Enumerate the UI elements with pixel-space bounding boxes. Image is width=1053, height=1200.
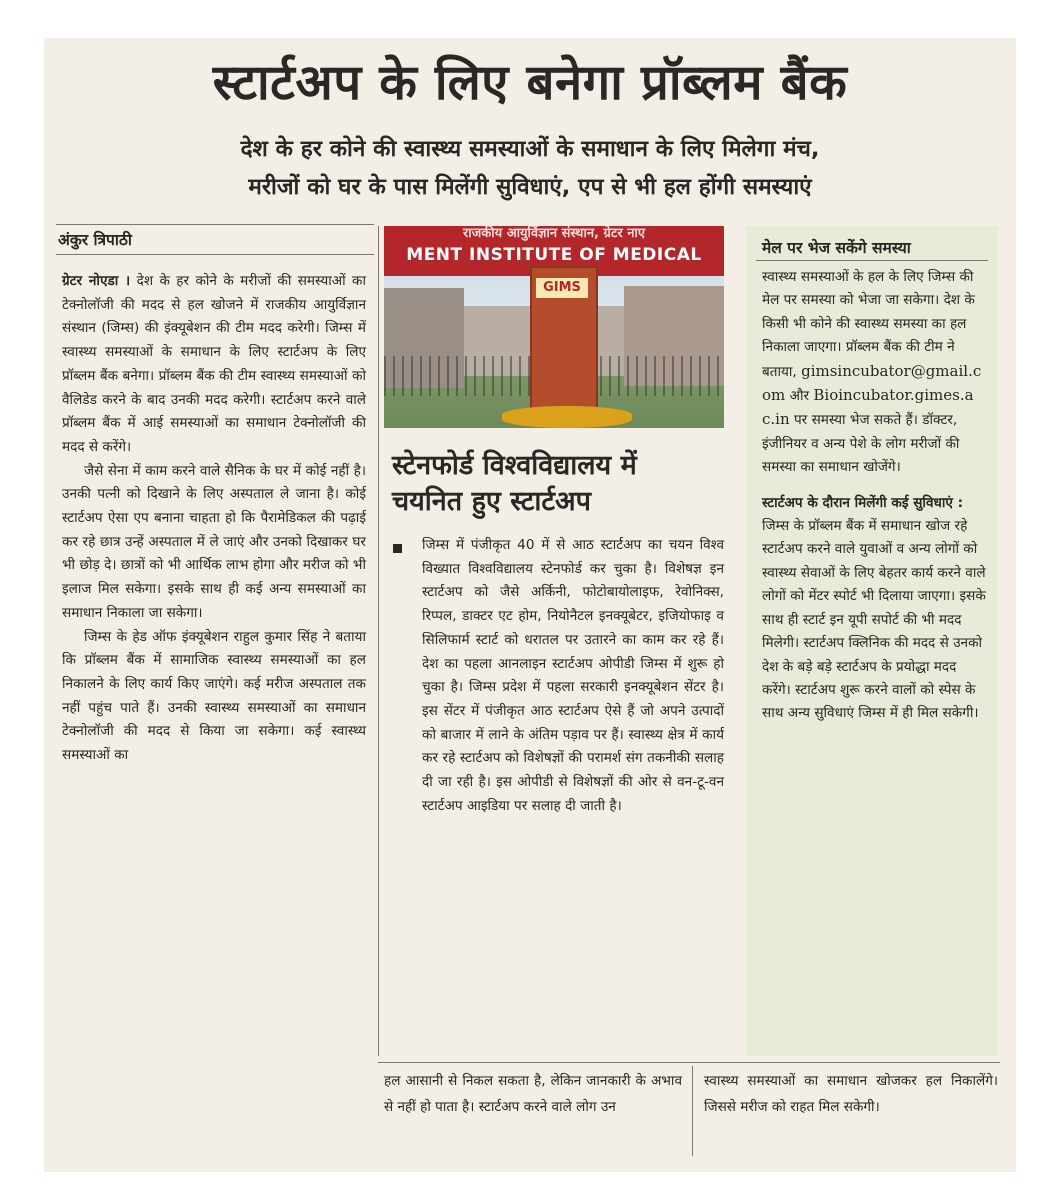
sidebar-para-1 (762, 266, 986, 480)
stanford-subheading-line1: स्टेनफोर्ड विश्वविद्यालय में (392, 450, 637, 481)
sign-row-english: MENT INSTITUTE OF MEDICAL (406, 245, 702, 265)
sidebar-text-2: पर समस्या भेज सकते हैं। डॉक्टर, इंजीनियर व अन्य पेशे के लोग मरीजों की समस्या का समाधान खोजेंगे। (762, 412, 960, 476)
column-divider-1 (378, 226, 379, 1056)
bullet-square (393, 544, 402, 553)
bottom-col-2: हल आसानी से निकल सकता है, लेकिन जानकारी के अभाव से नहीं हो पाता है। स्टार्टअप करने वाले लोग उन (384, 1073, 682, 1115)
bottom-col-3: स्वास्थ्य समस्याओं का समाधान खोजकर हल निकालेंगे। जिससे मरीज को राहत मिल सकेगी। (704, 1073, 998, 1115)
byline-rule (56, 224, 374, 225)
stanford-subheading (392, 448, 732, 520)
byline-rule-bottom (56, 254, 374, 255)
email-1: gimsincubator@gmail.com (762, 361, 982, 405)
sidebar-subheading: स्टार्टअप के दौरान मिलेंगी कई सुविधाएं : (762, 494, 964, 511)
subheadline (44, 130, 1016, 206)
email-2: Bioincubator.gimes.ac.in (762, 386, 974, 429)
sidebar-and: और (785, 388, 814, 405)
bottom-rule (378, 1062, 1000, 1063)
column-divider-2 (692, 1066, 693, 1156)
sign-row-hindi: राजकीय आयुर्विज्ञान संस्थान, ग्रेटर नाए (462, 226, 646, 241)
subheadline-line2: मरीजों को घर के पास मिलेंगी सुविधाएं, एप से भी हल होंगी समस्याएं (248, 174, 812, 200)
sidebar-text-3: जिम्स के प्रॉब्लम बैंक में समाधान खोज रहे स्टार्टअप करने वाले युवाओं व अन्य लोगों को स्वास्थ्य सेवाओं के लिए बेहतर कार्य करने वाले लोगों को मेंटर स्पोर्ट भी दिलाया जाएगा। इसके साथ ही स्टार्ट इन यूपी सपोर्ट की भी मदद मिलेगी। स्टार्टअप क्लिनिक की मदद से उनको देश के बड़े बड़े स्टार्टअप के प्रयोद्धा मदद करेंगे। स्टार्टअप शुरू करने वालों को स्पेस के साथ अन्य सुविधाएं जिम्स में ही मिल सकेगी। (762, 518, 986, 722)
sidebar-text (762, 266, 986, 726)
left-column-p2: जैसे सेना में काम करने वाले सैनिक के घर में कोई नहीं है। उनकी पत्नी को दिखाने के लिए अस्पताल ले जाना है। कोई स्टार्टअप ऐसा एप बनाना चाहता हो कि पैरामेडिकल की पढ़ाई कर रहे छात्र उन्हें अस्पताल में ले जाएं और उनको दिखाकर घर भी छोड़ दे। छात्रों को भी आर्थिक लाभ होगा और मरीज को भी इलाज मिल सकेगा। इसके साथ ही कई अन्य समस्याओं का समाधान निकाला जा सकेगा। (62, 462, 366, 621)
flower-bed (502, 406, 632, 428)
dateline: ग्रेटर नोएडा । (62, 273, 131, 289)
left-column-p1-text: देश के हर कोने के मरीजों की समस्याओं का टेक्नोलॉजी की मदद से हल खोजने में राजकीय आयुर्विज्ञान संस्थान (जिम्स) की इंक्यूबेशन की टीम मदद करेगी। जिम्स में स्वास्थ्य समस्याओं के समाधान के लिए स्टार्टअप के लिए प्रॉब्लम बैंक बनेगा। प्रॉब्लम बैंक की टीम स्वास्थ्य समस्याओं को वैलिडेड करने के बाद उनकी मदद करेगी। स्टार्टअप करने वाले प्रॉब्लम बैंक में आई समस्याओं का समाधान टेक्नोलॉजी की मदद से करेंगे। (62, 273, 366, 455)
sidebar-para-2 (762, 492, 986, 726)
sidebar-heading: मेल पर भेज सकेंगे समस्या (762, 239, 911, 257)
left-column-p3: जिम्स के हेड ऑफ इंक्यूबेशन राहुल कुमार सिंह ने बताया कि प्रॉब्लम बैंक में सामाजिक स्वास्थ्य समस्याओं का हल निकालने के लिए कार्य किए जाएंगे। कई मरीज अस्पताल तक नहीं पहुंच पाते हैं। उनकी स्वास्थ्य समस्याओं का समाधान टेक्नोलॉजी की मदद से किया जा सकेगा। कई स्वास्थ्य समस्याओं का (62, 628, 366, 764)
left-column (62, 270, 366, 768)
stanford-subheading-line2: चयनित हुए स्टार्टअप (392, 486, 591, 517)
gims-building-photo (384, 226, 724, 428)
sidebar-rule (756, 260, 988, 261)
sidebar-text-1: स्वास्थ्य समस्याओं के हल के लिए जिम्स की मेल पर समस्या को भेजा जा सकेगा। देश के किसी भी कोने की स्वास्थ्य समस्या का हल निकाला जाएगा। प्रॉब्लम बैंक की टीम ने बताया, (762, 269, 975, 380)
left-column-p1 (62, 270, 366, 460)
headline: स्टार्टअप के लिए बनेगा प्रॉब्लम बैंक (212, 54, 848, 111)
gims-label: GIMS (536, 278, 588, 298)
byline: अंकुर त्रिपाठी (58, 231, 132, 249)
subheadline-line1: देश के हर कोने की स्वास्थ्य समस्याओं के समाधान के लिए मिलेगा मंच, (240, 136, 820, 162)
center-column-body: जिम्स में पंजीकृत 40 में से आठ स्टार्टअप का चयन विश्व विख्यात विश्वविद्यालय स्टेनफोर्ड कर चुका है। विशेषज्ञ इन स्टार्टअप को जैसे अर्किनी, फोटोबायोलाइफ, रेवोनिक्स, रिप्पल, डाक्टर एट होम, नियोनैटल इनक्यूबेटर, इजियोफाइ व सिलिफार्म स्टार्ट को धरातल पर उतारने का काम कर रहे हैं। देश का पहला आनलाइन स्टार्टअप ओपीडी जिम्स में शुरू हो चुका है। जिम्स प्रदेश में पहला सरकारी इनक्यूबेशन सेंटर है। इस सेंटर में पंजीकृत आठ स्टार्टअप ऐसे हैं जो अपने उत्पादों को बाजार में लाने के अंतिम पड़ाव पर हैं। स्वास्थ्य क्षेत्र में कार्य कर रहे स्टार्टअप को विशेषज्ञों की परामर्श संग तकनीकी सलाह दी जा रही है। इस ओपीडी से विशेषज्ञों की ओर से वन-टू-वन स्टार्टअप आइडिया पर सलाह दी जाती है। (422, 537, 724, 814)
